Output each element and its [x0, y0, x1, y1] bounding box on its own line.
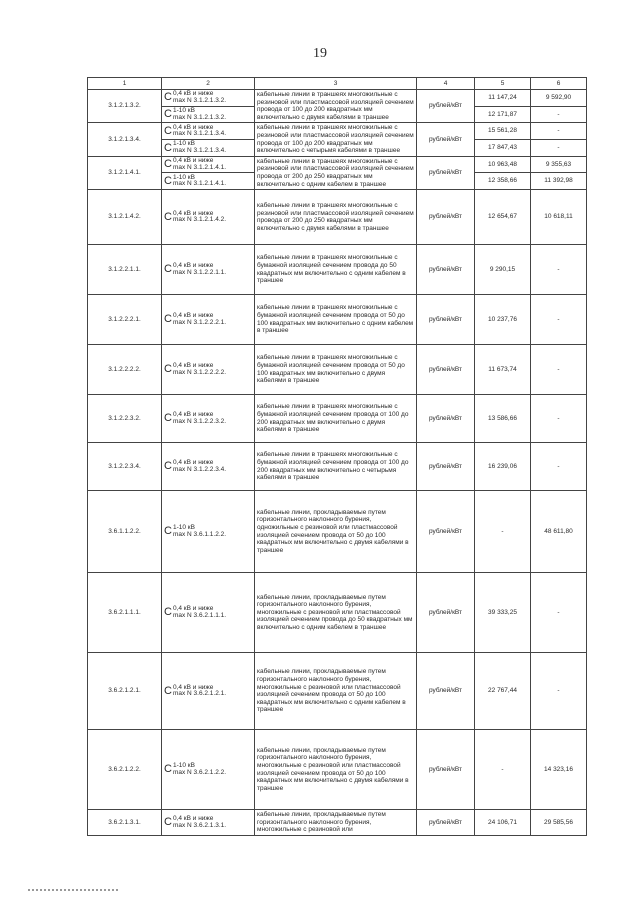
value-cell-col6: 29 585,56 [531, 810, 587, 836]
indicator-symbol: C [164, 91, 172, 104]
indicator-cell [162, 573, 255, 653]
value-cell-col5: 9 290,15 [475, 245, 531, 295]
table-row [88, 156, 587, 173]
value-cell-col5: 12 654,67 [475, 190, 531, 245]
indicator-cell [162, 123, 255, 140]
value-cell-col5: - [475, 730, 531, 810]
voltage-label: 1-10 кВ [172, 173, 195, 181]
index-label: max N 3.1.2.2.2.1. [172, 318, 227, 326]
indicator-symbol: C [164, 263, 172, 276]
description-cell: кабельные линии в траншеях многожильные с резиновой или пластмассовой изоляцией сечением провода от 200 до 250 квадратных мм включительно с двумя кабелями в траншее [255, 190, 417, 245]
indicator-text [173, 175, 226, 188]
index-label: max N 3.1.2.2.3.4. [172, 465, 227, 473]
unit-cell: рублей/кВт [417, 573, 475, 653]
value-cell-col5: 17 847,43 [475, 140, 531, 157]
description-cell: кабельные линии в траншеях многожильные с резиновой или пластмассовой изоляцией сечением провода от 100 до 200 квадратных мм включительно с двумя кабелями в траншее [255, 90, 417, 123]
index-label: max N 3.6.2.1.2.2. [172, 768, 227, 776]
indicator-text [173, 685, 226, 698]
row-code-cell: 3.1.2.1.3.2. [88, 90, 162, 123]
table-row [88, 90, 587, 107]
table-body [88, 90, 587, 836]
column-header-3: 3 [255, 78, 417, 90]
value-cell-col6: - [531, 653, 587, 730]
description-cell: кабельные линии в траншеях многожильные с резиновой или пластмассовой изоляцией сечением провода от 100 до 200 квадратных мм включительно с четырьмя кабелями в траншее [255, 123, 417, 156]
voltage-label: 0,4 кВ и ниже [172, 411, 214, 419]
voltage-label: 0,4 кВ и ниже [172, 209, 214, 217]
value-cell-col6: - [531, 345, 587, 395]
value-cell-col5: 10 963,48 [475, 156, 531, 173]
value-cell-col6: 9 355,63 [531, 156, 587, 173]
table-row [88, 573, 587, 653]
indicator-text [173, 313, 226, 326]
description-cell: кабельные линии, прокладываемые путем горизонтального наклонного бурения, многожильные с резиновой или пластмассовой изоляцией сечением провода от 50 до 100 квадратных мм включительно с одним кабелем в траншее [255, 653, 417, 730]
value-cell-col5: - [475, 491, 531, 573]
index-label: max N 3.1.2.1.4.1. [172, 163, 227, 171]
index-label: max N 3.1.2.1.3.2. [172, 113, 227, 121]
table-row [88, 491, 587, 573]
value-cell-col5: 12 171,87 [475, 106, 531, 123]
row-code-cell: 3.1.2.2.3.4. [88, 443, 162, 491]
table-row [88, 443, 587, 491]
unit-cell: рублей/кВт [417, 245, 475, 295]
row-code-cell: 3.1.2.1.3.4. [88, 123, 162, 156]
description-cell: кабельные линии в траншеях многожильные с бумажной изоляцией сечением провода от 50 до 100 квадратных мм включительно с двумя кабелями в траншее [255, 345, 417, 395]
indicator-symbol: C [164, 363, 172, 376]
row-code-cell: 3.1.2.2.1.1. [88, 245, 162, 295]
unit-cell: рублей/кВт [417, 443, 475, 491]
indicator-text [173, 125, 226, 138]
indicator-text [173, 763, 226, 776]
indicator-cell [162, 173, 255, 190]
index-label: max N 3.1.2.2.2.2. [172, 368, 227, 376]
value-cell-col6: 48 611,80 [531, 491, 587, 573]
indicator-text [173, 141, 226, 154]
indicator-cell [162, 245, 255, 295]
table-row [88, 730, 587, 810]
indicator-cell [162, 395, 255, 443]
indicator-text [173, 263, 226, 276]
unit-cell: рублей/кВт [417, 345, 475, 395]
row-code-cell: 3.6.2.1.2.1. [88, 653, 162, 730]
indicator-cell [162, 730, 255, 810]
indicator-symbol: C [164, 525, 172, 538]
value-cell-col5: 13 586,66 [475, 395, 531, 443]
description-cell: кабельные линии в траншеях многожильные с бумажной изоляцией сечением провода от 50 до 100 квадратных мм включительно с одним кабелем в траншее [255, 295, 417, 345]
value-cell-col6: - [531, 295, 587, 345]
tariff-table [87, 77, 587, 836]
row-code-cell: 3.1.2.1.4.2. [88, 190, 162, 245]
value-cell-col6: 9 592,90 [531, 90, 587, 107]
indicator-text [173, 606, 226, 619]
column-header-2: 2 [162, 78, 255, 90]
index-label: max N 3.1.2.1.3.4. [172, 130, 227, 138]
index-label: max N 3.1.2.1.4.1. [172, 180, 227, 188]
index-label: max N 3.6.2.1.2.1. [172, 690, 227, 698]
value-cell-col5: 11 147,24 [475, 90, 531, 107]
value-cell-col6: 14 323,16 [531, 730, 587, 810]
indicator-text [173, 525, 226, 538]
value-cell-col6: - [531, 395, 587, 443]
value-cell-col6: - [531, 123, 587, 140]
voltage-label: 0,4 кВ и ниже [172, 815, 214, 823]
index-label: max N 3.1.2.1.3.2. [172, 96, 227, 104]
description-cell: кабельные линии в траншеях многожильные с резиновой или пластмассовой изоляцией сечением провода от 200 до 250 квадратных мм включительно с одним кабелем в траншее [255, 156, 417, 189]
indicator-text [173, 91, 226, 104]
voltage-label: 0,4 кВ и ниже [172, 362, 214, 370]
unit-cell: рублей/кВт [417, 810, 475, 836]
description-cell: кабельные линии в траншеях многожильные с бумажной изоляцией сечением провода до 50 квадратных мм включительно с одним кабелем в траншее [255, 245, 417, 295]
indicator-symbol: C [164, 141, 172, 154]
value-cell-col5: 16 239,06 [475, 443, 531, 491]
indicator-symbol: C [164, 816, 172, 829]
indicator-cell [162, 443, 255, 491]
table-row [88, 395, 587, 443]
table-row [88, 295, 587, 345]
footer-mark [28, 889, 118, 891]
description-cell: кабельные линии в траншеях многожильные с бумажной изоляцией сечением провода от 100 до 200 квадратных мм включительно с двумя кабелями в траншее [255, 395, 417, 443]
voltage-label: 1-10 кВ [172, 762, 195, 770]
indicator-cell [162, 156, 255, 173]
description-cell: кабельные линии, прокладываемые путем горизонтального наклонного бурения, одножильные с резиновой или пластмассовой изоляцией сечением провода от 50 до 100 квадратных мм включительно с двумя кабелями в траншее [255, 491, 417, 573]
unit-cell: рублей/кВт [417, 730, 475, 810]
index-label: max N 3.1.2.2.3.2. [172, 417, 227, 425]
index-label: max N 3.6.2.1.3.1. [172, 821, 227, 829]
indicator-cell [162, 491, 255, 573]
indicator-cell [162, 345, 255, 395]
indicator-symbol: C [164, 460, 172, 473]
voltage-label: 0,4 кВ и ниже [172, 605, 214, 613]
indicator-symbol: C [164, 313, 172, 326]
row-code-cell: 3.6.2.1.2.2. [88, 730, 162, 810]
index-label: max N 3.1.2.1.4.2. [172, 216, 227, 224]
table-header-row [88, 78, 587, 90]
unit-cell: рублей/кВт [417, 491, 475, 573]
unit-cell: рублей/кВт [417, 295, 475, 345]
value-cell-col5: 10 237,76 [475, 295, 531, 345]
indicator-symbol: C [164, 412, 172, 425]
value-cell-col5: 22 767,44 [475, 653, 531, 730]
indicator-cell [162, 653, 255, 730]
column-header-5: 5 [475, 78, 531, 90]
value-cell-col6: - [531, 140, 587, 157]
indicator-text [173, 460, 226, 473]
voltage-label: 0,4 кВ и ниже [172, 123, 214, 131]
indicator-cell [162, 90, 255, 107]
indicator-symbol: C [164, 174, 172, 187]
unit-cell: рублей/кВт [417, 190, 475, 245]
description-cell: кабельные линии, прокладываемые путем горизонтального наклонного бурения, многожильные с резиновой или [255, 810, 417, 836]
indicator-text [173, 363, 226, 376]
indicator-symbol: C [164, 108, 172, 121]
indicator-symbol: C [164, 210, 172, 223]
indicator-symbol: C [164, 684, 172, 697]
voltage-label: 0,4 кВ и ниже [172, 262, 214, 270]
value-cell-col6: 10 618,11 [531, 190, 587, 245]
indicator-symbol: C [164, 606, 172, 619]
index-label: max N 3.6.1.1.2.2. [172, 530, 227, 538]
description-cell: кабельные линии в траншеях многожильные с бумажной изоляцией сечением провода от 100 до 200 квадратных мм включительно с четырьмя кабелями в траншее [255, 443, 417, 491]
index-label: max N 3.1.2.2.1.1. [172, 268, 227, 276]
voltage-label: 1-10 кВ [172, 524, 195, 532]
unit-cell: рублей/кВт [417, 90, 475, 123]
voltage-label: 0,4 кВ и ниже [172, 90, 214, 98]
unit-cell: рублей/кВт [417, 156, 475, 189]
row-code-cell: 3.1.2.1.4.1. [88, 156, 162, 189]
description-cell: кабельные линии, прокладываемые путем горизонтального наклонного бурения, многожильные с резиновой или пластмассовой изоляцией сечением провода до 50 квадратных мм включительно с одним кабелем в траншее [255, 573, 417, 653]
unit-cell: рублей/кВт [417, 653, 475, 730]
indicator-symbol: C [164, 763, 172, 776]
voltage-label: 0,4 кВ и ниже [172, 312, 214, 320]
indicator-text [173, 211, 226, 224]
table-row [88, 123, 587, 140]
index-label: max N 3.1.2.1.3.4. [172, 146, 227, 154]
table-row [88, 810, 587, 836]
voltage-label: 1-10 кВ [172, 140, 195, 148]
indicator-text [173, 816, 226, 829]
description-cell: кабельные линии, прокладываемые путем горизонтального наклонного бурения, многожильные с резиновой или пластмассовой изоляцией сечением провода от 50 до 100 квадратных мм включительно с двумя кабелями в траншее [255, 730, 417, 810]
row-code-cell: 3.1.2.2.3.2. [88, 395, 162, 443]
indicator-symbol: C [164, 124, 172, 137]
indicator-cell [162, 190, 255, 245]
voltage-label: 0,4 кВ и ниже [172, 157, 214, 164]
table-row [88, 190, 587, 245]
value-cell-col6: - [531, 573, 587, 653]
row-code-cell: 3.6.1.1.2.2. [88, 491, 162, 573]
unit-cell: рублей/кВт [417, 395, 475, 443]
column-header-6: 6 [531, 78, 587, 90]
indicator-text [173, 412, 226, 425]
column-header-1: 1 [88, 78, 162, 90]
unit-cell: рублей/кВт [417, 123, 475, 156]
voltage-label: 1-10 кВ [172, 106, 195, 114]
value-cell-col5: 12 358,66 [475, 173, 531, 190]
indicator-text [173, 108, 226, 121]
indicator-cell [162, 106, 255, 123]
table-row [88, 245, 587, 295]
voltage-label: 0,4 кВ и ниже [172, 459, 214, 467]
page-number: 19 [313, 46, 327, 61]
indicator-cell [162, 295, 255, 345]
row-code-cell: 3.6.2.1.3.1. [88, 810, 162, 836]
value-cell-col6: - [531, 106, 587, 123]
table-row [88, 653, 587, 730]
value-cell-col5: 24 106,71 [475, 810, 531, 836]
row-code-cell: 3.6.2.1.1.1. [88, 573, 162, 653]
value-cell-col5: 39 333,25 [475, 573, 531, 653]
value-cell-col5: 11 673,74 [475, 345, 531, 395]
index-label: max N 3.6.2.1.1.1. [172, 611, 227, 619]
indicator-text [173, 158, 226, 171]
value-cell-col6: 11 392,98 [531, 173, 587, 190]
value-cell-col5: 15 561,28 [475, 123, 531, 140]
row-code-cell: 3.1.2.2.2.2. [88, 345, 162, 395]
voltage-label: 0,4 кВ и ниже [172, 683, 214, 691]
row-code-cell: 3.1.2.2.2.1. [88, 295, 162, 345]
indicator-cell [162, 810, 255, 836]
indicator-cell [162, 140, 255, 157]
value-cell-col6: - [531, 443, 587, 491]
table-row [88, 345, 587, 395]
indicator-symbol: C [164, 158, 172, 171]
value-cell-col6: - [531, 245, 587, 295]
column-header-4: 4 [417, 78, 475, 90]
